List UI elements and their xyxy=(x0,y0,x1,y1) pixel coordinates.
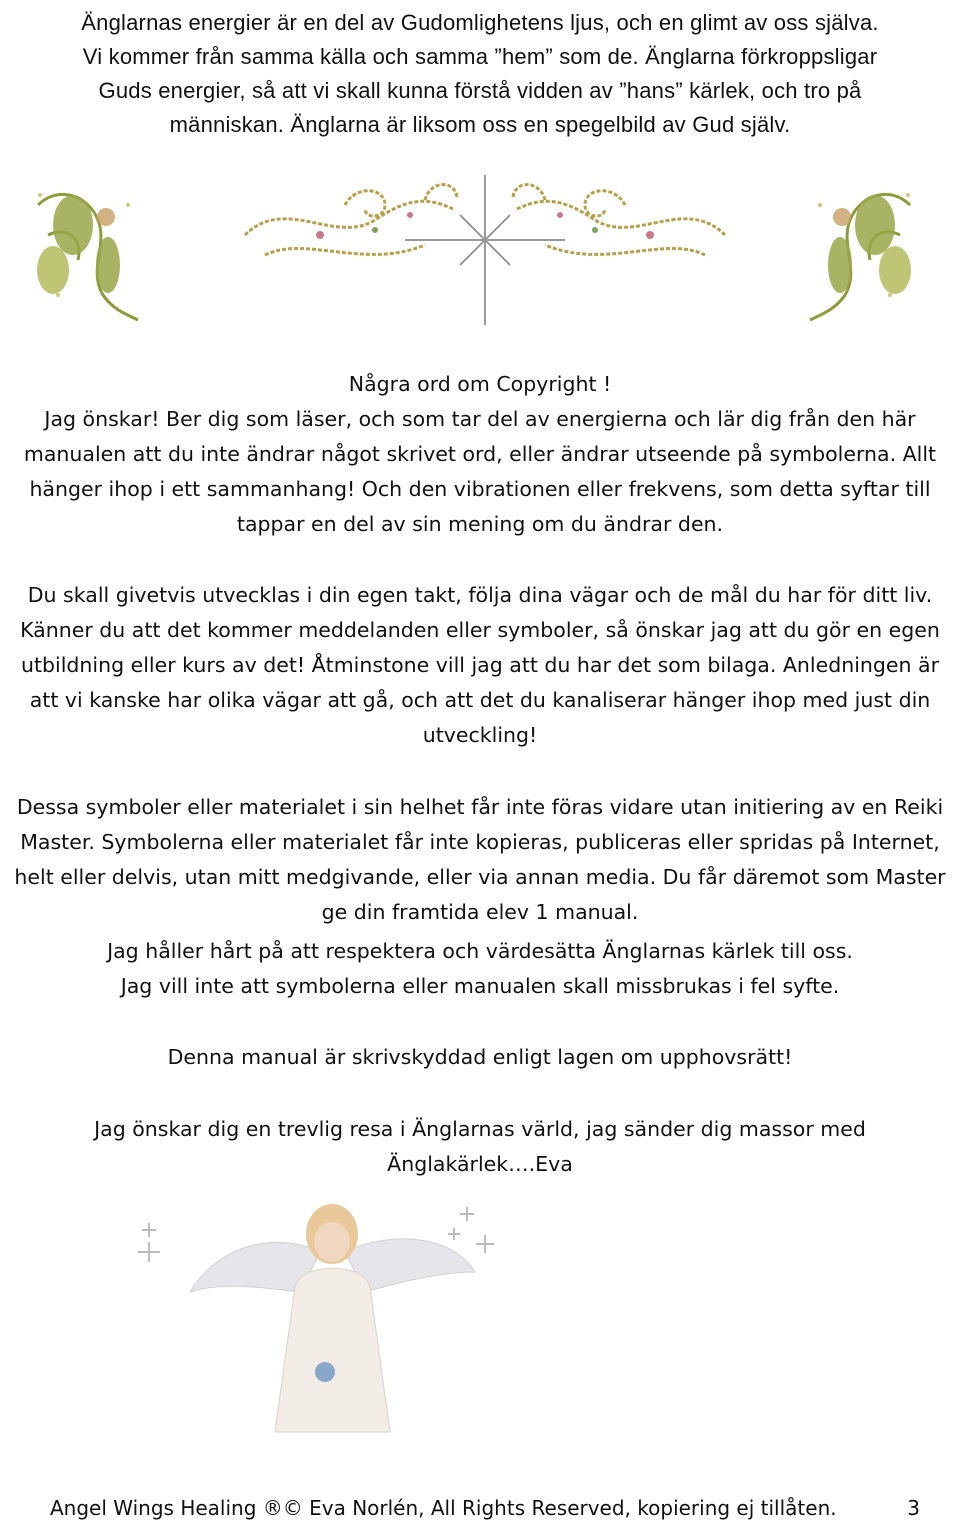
paragraph-development: Du skall givetvis utvecklas i din egen takt, följa dina vägar och de mål du har för ditt liv. Känner du att det kommer meddelanden eller symboler, så önskar jag att du gör en egen utbildning eller kurs av det! Åtminstone vill jag att du har det som bilaga. Anledningen är att vi kanske har olika vägar att gå, och att det du kanaliserar hänger ihop med just din utveckling! xyxy=(20,583,940,747)
copyright-heading: Några ord om Copyright ! xyxy=(348,372,612,396)
page-footer xyxy=(50,1496,920,1520)
paragraph-respect: Jag håller hårt på att respektera och värdesätta Änglarnas kärlek till oss. xyxy=(107,939,853,963)
paragraph-farewell-line1: Jag önskar dig en trevlig resa i Änglarnas värld, jag sänder dig massor med xyxy=(94,1117,866,1141)
paragraph-text: Ber dig som läser, och som tar del av energierna och lär dig från den här manualen att du inte ändrar något skrivet ord, eller ändrar utseende på symbolerna. Allt hänger ihop i ett sammanhang! Och den vibrationen eller frekvens, som detta syftar till tappar en del av sin mening om du ändrar den. xyxy=(23,407,937,536)
page-number: 3 xyxy=(907,1496,920,1520)
paragraph-misuse: Jag vill inte att symbolerna eller manualen skall missbrukas i fel syfte. xyxy=(120,974,840,998)
paragraph-request xyxy=(4,402,956,542)
intro-text xyxy=(0,6,960,142)
intro-line: Guds energier, så att vi skall kunna förstå vidden av ”hans” kärlek, och tro på xyxy=(98,78,862,103)
paragraph-protected: Denna manual är skrivskyddad enligt lagen om upphovsrätt! xyxy=(167,1045,793,1069)
paragraph-farewell-line2: Änglakärlek….Eva xyxy=(387,1152,573,1176)
intro-line: Vi kommer från samma källa och samma ”hem” som de. Änglarna förkroppsligar xyxy=(82,44,878,69)
footer-text: Angel Wings Healing ®© Eva Norlén, All Rights Reserved, kopiering ej tillåten. xyxy=(50,1496,837,1520)
intro-line: Änglarnas energier är en del av Gudomlighetens ljus, och en glimt av oss själva. xyxy=(81,10,879,35)
intro-line: människan. Änglarna är liksom oss en spegelbild av Gud själv. xyxy=(169,112,791,137)
angel-image xyxy=(130,1192,500,1442)
ornamental-scroll-image xyxy=(225,175,745,335)
paragraph-lead: Jag önskar! xyxy=(44,407,160,431)
paragraph-restrictions: Dessa symboler eller materialet i sin helhet får inte föras vidare utan initiering av en Reiki Master. Symbolerna eller materialet får inte kopieras, publiceras eller spridas på Internet, helt eller delvis, utan mitt medgivande, eller via annan media. Du får däremot som Master ge din framtida elev 1 manual. xyxy=(14,795,946,924)
fairy-left-image xyxy=(28,175,148,325)
fairy-right-image xyxy=(800,175,920,325)
ornament-row xyxy=(0,175,960,335)
